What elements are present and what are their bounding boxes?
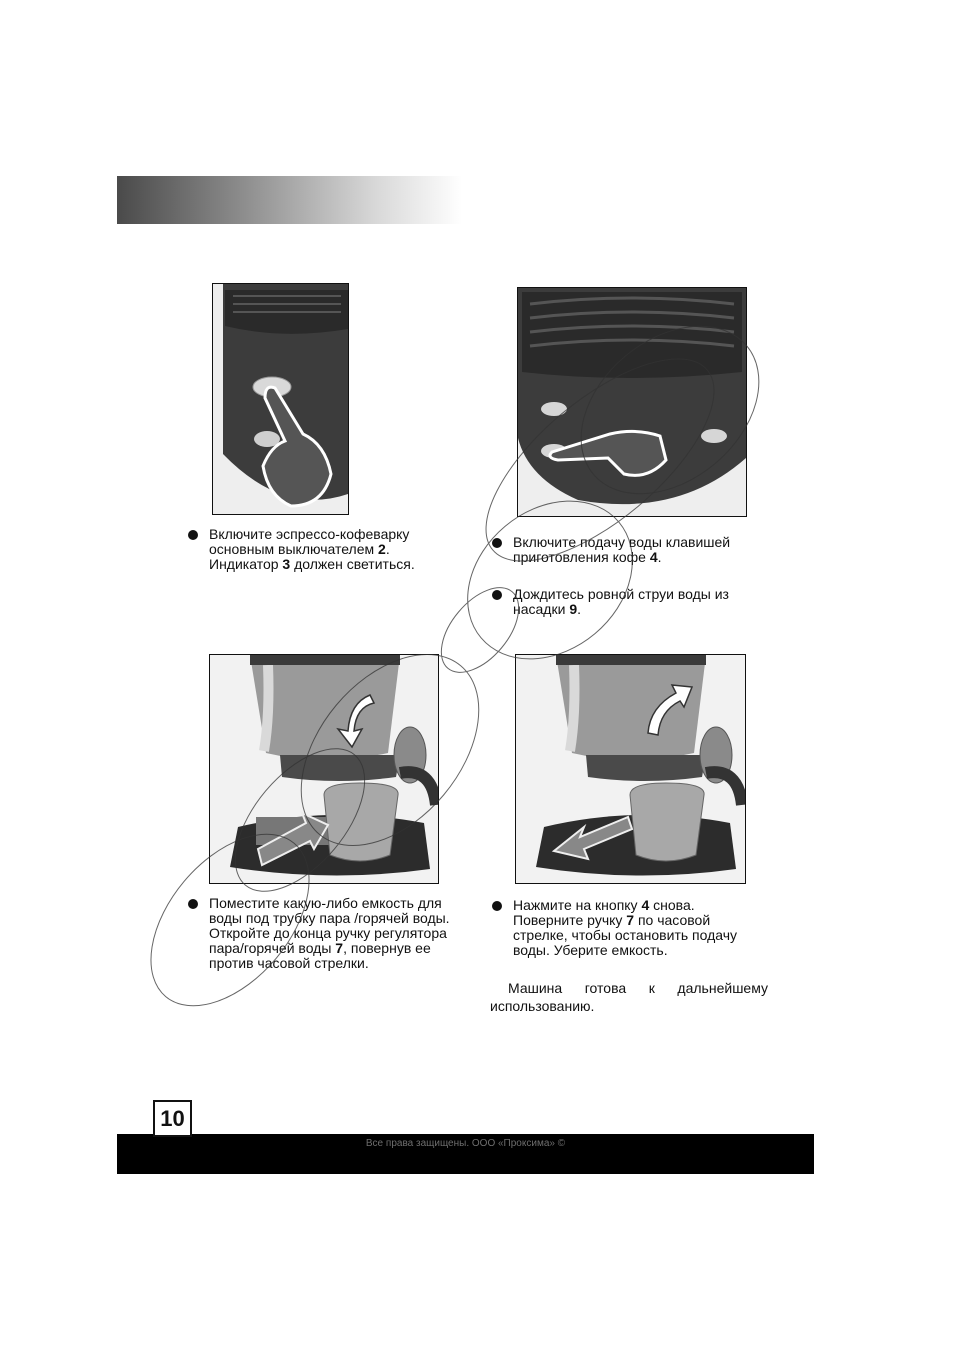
bullet-icon	[188, 530, 198, 540]
steam-open-illustration	[210, 655, 438, 883]
step-5	[492, 898, 767, 958]
bullet-icon	[492, 901, 502, 911]
steam-knob-close-photo	[515, 654, 746, 884]
section-header-bar	[117, 176, 462, 224]
step-3-text: Дождитесь ровной струи воды из насадки 9.	[513, 586, 729, 617]
coffee-key-photo	[517, 287, 747, 517]
bullet-icon	[492, 590, 502, 600]
bullet-icon	[188, 899, 198, 909]
closing-note: Машина готова к дальнейшему использованию.	[490, 980, 768, 1014]
footer-copyright: Все права защищены. ООО «Проксима» ©	[365, 1138, 566, 1149]
step-4-text: Поместите какую-либо емкость для воды под трубку пара /горячей воды. Откройте до конца ручку регулятора пара/горячей воды 7, повернув ее против часовой стрелки.	[209, 895, 450, 971]
step-3	[492, 587, 767, 617]
coffee-key-illustration	[518, 288, 746, 516]
step-2-text: Включите подачу воды клавишей приготовления кофе 4.	[513, 534, 731, 565]
page-number: 10	[153, 1100, 192, 1137]
steam-close-illustration	[516, 655, 745, 883]
step-2	[492, 535, 767, 565]
power-switch-illustration	[213, 284, 348, 514]
power-switch-photo	[212, 283, 349, 515]
footer-bar	[117, 1134, 814, 1174]
step-4	[188, 896, 463, 971]
steam-knob-open-photo	[209, 654, 439, 884]
step-1-text: Включите эспрессо-кофеварку основным выключателем 2. Индикатор 3 должен светиться.	[209, 526, 415, 572]
bullet-icon	[492, 538, 502, 548]
step-5-text: Нажмите на кнопку 4 снова. Поверните ручку 7 по часовой стрелке, чтобы остановить подачу воды. Уберите емкость.	[513, 897, 738, 958]
step-1	[188, 527, 448, 572]
